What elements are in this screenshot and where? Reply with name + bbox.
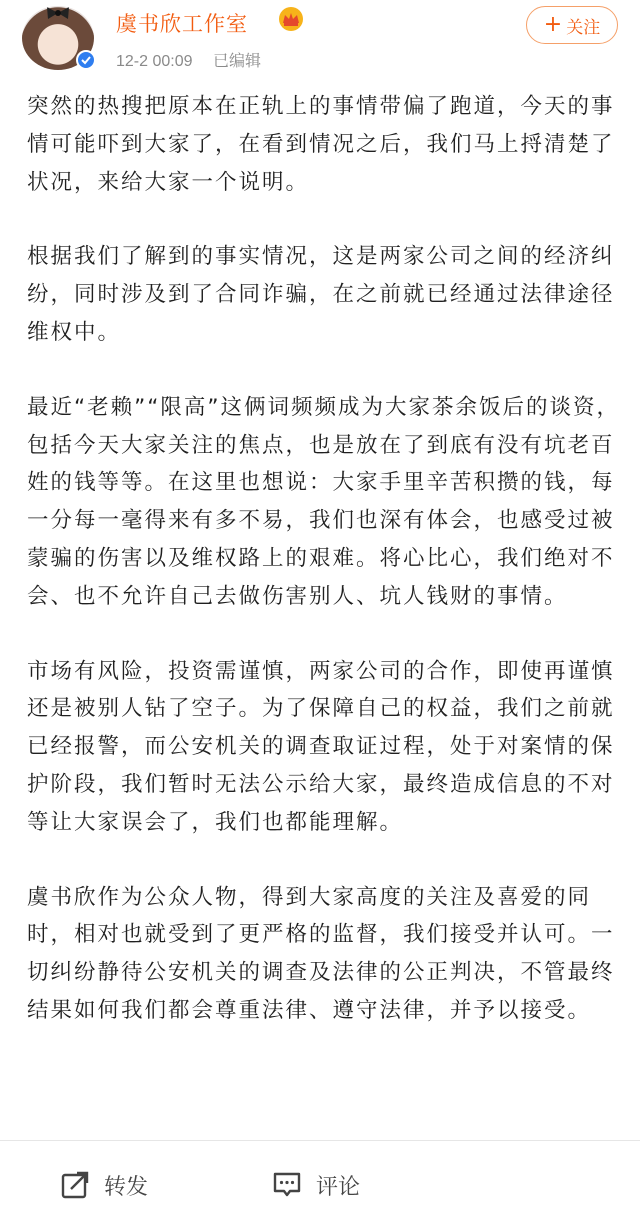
post-header [0,0,640,80]
repost-button[interactable] [60,1165,148,1205]
post-paragraph: 市场有风险，投资需谨慎，两家公司的合作，即使再谨慎还是被别人钻了空子。为了保障自己的权益，我们之前就已经报警，而公安机关的调查取证过程，处于对案情的保护阶段，我们暂时无法公示给大家，最终造成信息的不对等让大家误会了，我们也都能理解。 [27,658,615,835]
post-body [27,88,621,1030]
repost-label: 转发 [104,1174,149,1200]
comment-button[interactable] [272,1165,360,1205]
post-paragraph: 突然的热搜把原本在正轨上的事情带偏了跑道，今天的事情可能吓到大家了，在看到情况之后，我们马上捋清楚了状况，来给大家一个说明。 [27,94,615,195]
comment-label: 评论 [316,1174,361,1200]
verified-badge-icon [76,50,96,70]
follow-label: 关注 [566,17,601,38]
comment-icon [272,1170,302,1200]
follow-button[interactable] [526,6,618,44]
post-paragraph: 虞书欣作为公众人物，得到大家高度的关注及喜爱的同时，相对也就受到了更严格的监督，我们接受并认可。一切纠纷静待公安机关的调查及法律的公正判决，不管最终结果如何我们都会尊重法律、遵守法律，并予以接受。 [27,884,615,1023]
bow-icon [46,6,70,20]
post-paragraph: 根据我们了解到的事实情况，这是两家公司之间的经济纠纷，同时涉及到了合同诈骗，在之前就已经通过法律途径维权中。 [27,244,615,345]
crown-icon [277,6,305,32]
post-paragraph: 最近“老赖”“限高”这俩词频频成为大家茶余饭后的谈资，包括今天大家关注的焦点，也是放在了到底有没有坑老百姓的钱等等。在这里也想说：大家手里辛苦积攒的钱，每一分每一毫得来有多不易，我们也深有体会，也感受过被蒙骗的伤害以及维权路上的艰难。将心比心，我们绝对不会、也不允许自己去做伤害别人、坑人钱财的事情。 [27,394,621,609]
edited-label[interactable]: 已编辑 [212,53,261,70]
post-meta [116,48,261,71]
timestamp: 12-2 00:09 [116,53,193,70]
action-bar [0,1140,640,1232]
plus-icon: + [543,12,563,37]
repost-icon [60,1170,90,1200]
author-name[interactable]: 虞书欣工作室 [116,12,248,36]
